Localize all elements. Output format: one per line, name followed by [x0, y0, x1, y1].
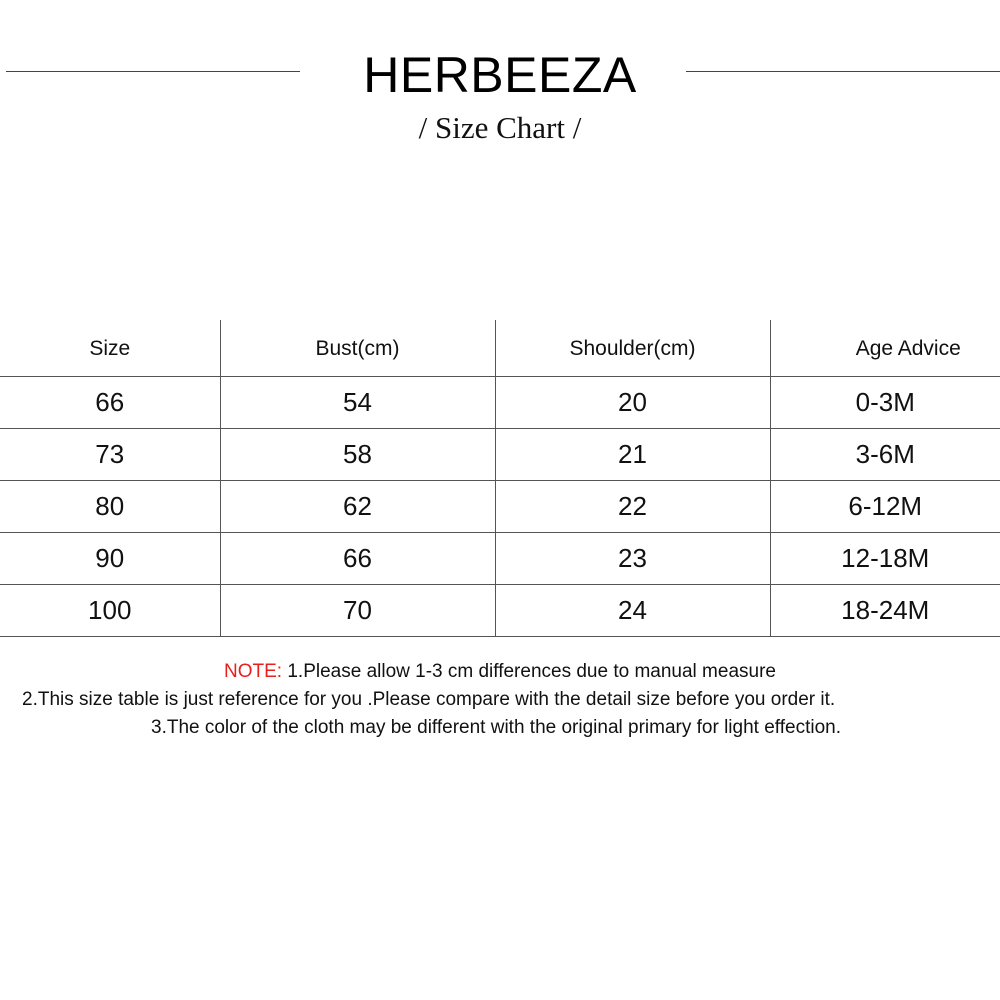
- note-line-1: [0, 658, 1000, 686]
- cell-shoulder: 22: [495, 480, 770, 532]
- cell-age-advice: 0-3M: [770, 376, 1000, 428]
- cell-shoulder: 21: [495, 428, 770, 480]
- cell-bust: 62: [220, 480, 495, 532]
- cell-bust: 70: [220, 584, 495, 636]
- brand-title: HERBEEZA: [363, 47, 637, 103]
- table-row: [0, 428, 1000, 480]
- table-header-row: [0, 320, 1000, 376]
- cell-age-advice: 18-24M: [770, 584, 1000, 636]
- table-row: [0, 376, 1000, 428]
- column-header-age-advice: Age Advice: [770, 320, 1000, 376]
- table-row: [0, 584, 1000, 636]
- cell-bust: 54: [220, 376, 495, 428]
- cell-size: 66: [0, 376, 220, 428]
- cell-bust: 58: [220, 428, 495, 480]
- note-line-2: 2.This size table is just reference for you .Please compare with the detail size before you order it.: [22, 689, 836, 710]
- cell-size: 80: [0, 480, 220, 532]
- column-header-shoulder: Shoulder(cm): [495, 320, 770, 376]
- note-label: NOTE:: [224, 661, 288, 682]
- cell-shoulder: 23: [495, 532, 770, 584]
- cell-age-advice: 6-12M: [770, 480, 1000, 532]
- table-row: [0, 532, 1000, 584]
- table-row: [0, 480, 1000, 532]
- cell-size: 90: [0, 532, 220, 584]
- cell-size: 73: [0, 428, 220, 480]
- notes-section: [0, 658, 1000, 742]
- column-header-bust: Bust(cm): [220, 320, 495, 376]
- size-table: [0, 320, 1000, 637]
- cell-shoulder: 24: [495, 584, 770, 636]
- note-line-3: 3.The color of the cloth may be different with the original primary for light effection.: [151, 717, 841, 738]
- column-header-size: Size: [0, 320, 220, 376]
- cell-size: 100: [0, 584, 220, 636]
- cell-shoulder: 20: [495, 376, 770, 428]
- size-chart-subtitle: / Size Chart /: [418, 110, 582, 145]
- cell-bust: 66: [220, 532, 495, 584]
- cell-age-advice: 12-18M: [770, 532, 1000, 584]
- cell-age-advice: 3-6M: [770, 428, 1000, 480]
- note-text-1: 1.Please allow 1-3 cm differences due to manual measure: [287, 661, 776, 682]
